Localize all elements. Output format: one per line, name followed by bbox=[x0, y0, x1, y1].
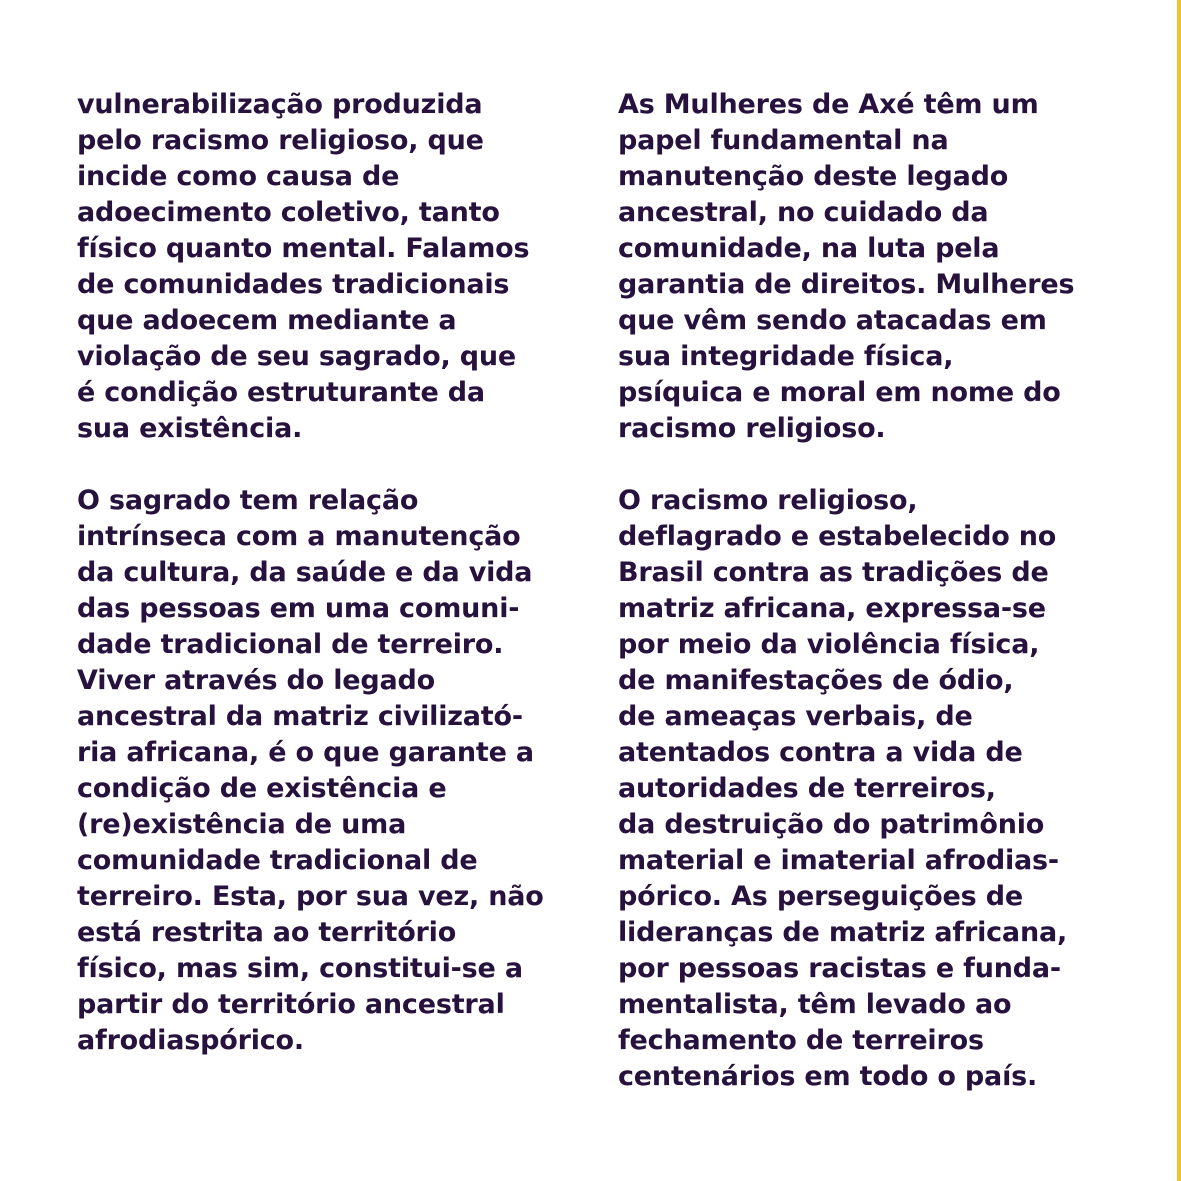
text-line: por pessoas racistas e funda- bbox=[618, 953, 1061, 984]
text-line: adoecimento coletivo, tanto bbox=[77, 197, 500, 228]
text-line: O sagrado tem relação bbox=[77, 485, 419, 516]
text-line: ria africana, é o que garante a bbox=[77, 737, 534, 768]
text-line: afrodiaspórico. bbox=[77, 1025, 304, 1056]
text-line: comunidade tradicional de bbox=[77, 845, 478, 876]
text-line: está restrita ao território bbox=[77, 917, 457, 948]
text-line: racismo religioso. bbox=[618, 413, 886, 444]
text-line: físico quanto mental. Falamos bbox=[77, 233, 530, 264]
text-line: terreiro. Esta, por sua vez, não bbox=[77, 881, 544, 912]
text-line: de manifestações de ódio, bbox=[618, 665, 1014, 696]
text-line: das pessoas em uma comuni- bbox=[77, 593, 520, 624]
text-line: pórico. As perseguições de bbox=[618, 881, 1023, 912]
text-line: lideranças de matriz africana, bbox=[618, 917, 1068, 948]
text-line: papel fundamental na bbox=[618, 125, 949, 156]
text-line: partir do território ancestral bbox=[77, 989, 505, 1020]
text-line: As Mulheres de Axé têm um bbox=[618, 89, 1039, 120]
text-line: Viver através do legado bbox=[77, 665, 436, 696]
text-line: violação de seu sagrado, que bbox=[77, 341, 517, 372]
text-line: centenários em todo o país. bbox=[618, 1061, 1038, 1092]
text-line: dade tradicional de terreiro. bbox=[77, 629, 504, 660]
left-paragraph-2 bbox=[77, 483, 577, 1059]
text-line: da destruição do patrimônio bbox=[618, 809, 1045, 840]
text-line: intrínseca com a manutenção bbox=[77, 521, 521, 552]
text-line: psíquica e moral em nome do bbox=[618, 377, 1061, 408]
text-line: garantia de direitos. Mulheres bbox=[618, 269, 1075, 300]
text-line: Brasil contra as tradições de bbox=[618, 557, 1049, 588]
right-paragraph-2 bbox=[618, 483, 1138, 1095]
text-line: sua existência. bbox=[77, 413, 303, 444]
text-line: fechamento de terreiros bbox=[618, 1025, 984, 1056]
text-line: matriz africana, expressa-se bbox=[618, 593, 1046, 624]
right-paragraph-1 bbox=[618, 87, 1138, 447]
text-line: que vêm sendo atacadas em bbox=[618, 305, 1047, 336]
text-line: que adoecem mediante a bbox=[77, 305, 457, 336]
text-line: ancestral, no cuidado da bbox=[618, 197, 989, 228]
text-line: condição de existência e bbox=[77, 773, 447, 804]
text-line: incide como causa de bbox=[77, 161, 400, 192]
text-line: de ameaças verbais, de bbox=[618, 701, 973, 732]
right-text-column bbox=[618, 87, 1138, 1131]
text-line: da cultura, da saúde e da vida bbox=[77, 557, 533, 588]
text-line: de comunidades tradicionais bbox=[77, 269, 510, 300]
text-line: ancestral da matriz civilizató- bbox=[77, 701, 523, 732]
text-line: mentalista, têm levado ao bbox=[618, 989, 1012, 1020]
text-line: comunidade, na luta pela bbox=[618, 233, 1000, 264]
text-line: material e imaterial afrodias- bbox=[618, 845, 1059, 876]
text-line: atentados contra a vida de bbox=[618, 737, 1023, 768]
text-line: sua integridade física, bbox=[618, 341, 954, 372]
text-line: manutenção deste legado bbox=[618, 161, 1009, 192]
text-line: por meio da violência física, bbox=[618, 629, 1040, 660]
text-line: pelo racismo religioso, que bbox=[77, 125, 484, 156]
text-line: autoridades de terreiros, bbox=[618, 773, 996, 804]
text-line: (re)existência de uma bbox=[77, 809, 407, 840]
left-text-column bbox=[77, 87, 577, 1095]
text-line: deflagrado e estabelecido no bbox=[618, 521, 1057, 552]
text-line: é condição estruturante da bbox=[77, 377, 485, 408]
text-line: O racismo religioso, bbox=[618, 485, 918, 516]
right-accent-border bbox=[1177, 0, 1181, 1181]
left-paragraph-1 bbox=[77, 87, 577, 447]
text-line: físico, mas sim, constitui-se a bbox=[77, 953, 523, 984]
text-line: vulnerabilização produzida bbox=[77, 89, 483, 120]
